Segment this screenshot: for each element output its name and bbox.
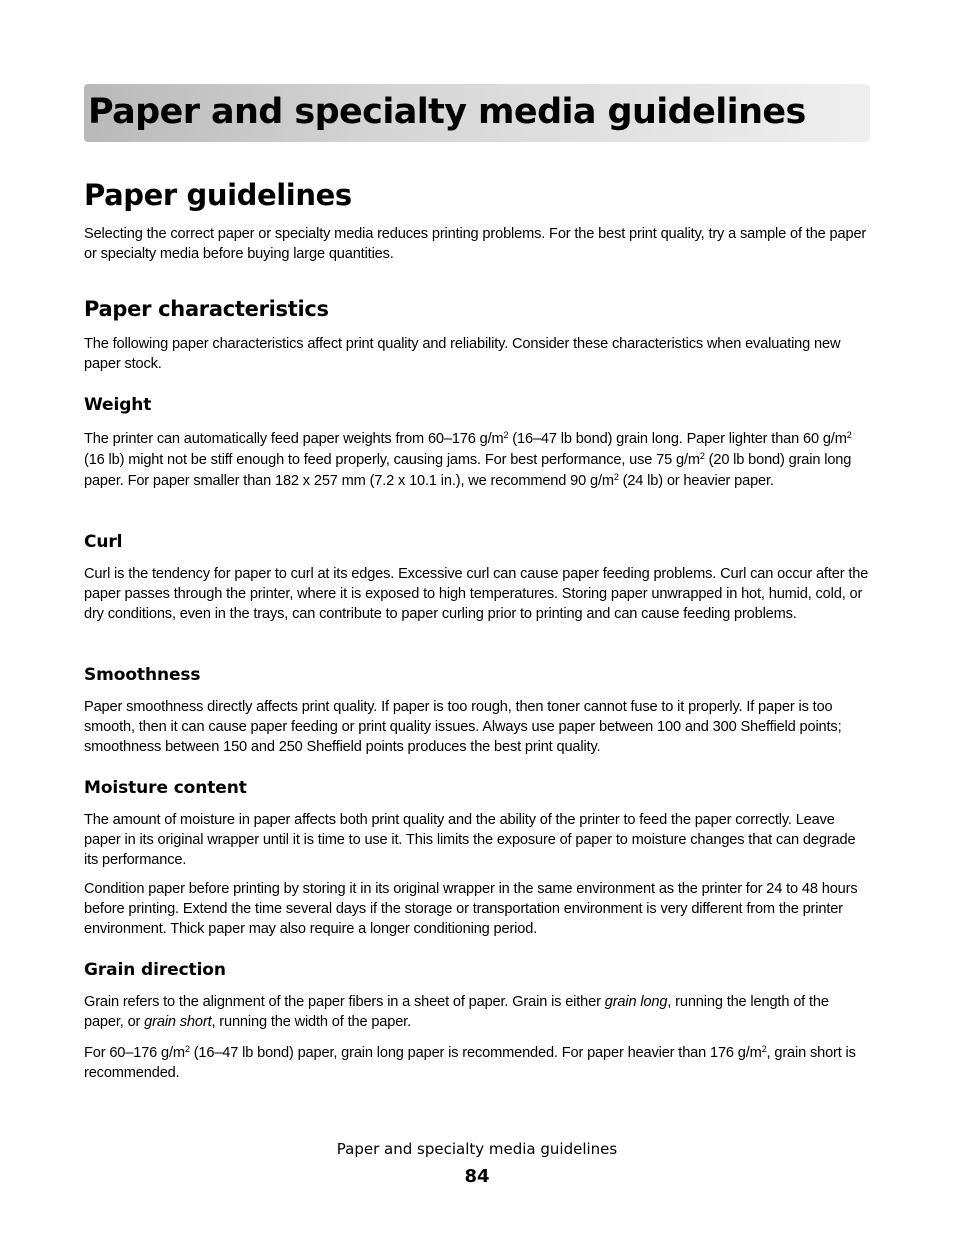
- moisture-text-2: Condition paper before printing by storing it in its original wrapper in the same environment as the printer for 24 to 48 hours before printing. Extend the time several days if the storage or transportation environment is very different from the printer environment. Thick paper may also require a longer conditioning period.: [84, 881, 858, 937]
- chapter-banner: [84, 84, 870, 142]
- page: [84, 84, 870, 1081]
- page-number: 84: [464, 1166, 490, 1187]
- characteristics-intro: The following paper characteristics affect print quality and reliability. Consider these characteristics when evaluating new paper stock.: [84, 336, 841, 372]
- chapter-title: Paper and specialty media guidelines: [88, 92, 806, 132]
- characteristics-title: Paper characteristics: [84, 297, 329, 321]
- curl-text: Curl is the tendency for paper to curl at its edges. Excessive curl can cause paper feeding problems. Curl can occur after the paper passes through the printer, where it is exposed to high temperatures. Storing paper unwrapped in hot, humid, cold, or dry conditions, even in the trays, can contribute to paper curling prior to printing and can cause feeding problems.: [84, 566, 869, 622]
- footer-title: Paper and specialty media guidelines: [336, 1140, 618, 1158]
- section-title: Paper guidelines: [84, 178, 352, 212]
- smoothness-title: Smoothness: [84, 665, 201, 685]
- weight-title: Weight: [84, 395, 152, 415]
- moisture-text-1: The amount of moisture in paper affects both print quality and the ability of the printer to feed the paper correctly. Leave paper in its original wrapper until it is time to use it. This limits the exposure of paper to moisture changes that can degrade its performance.: [84, 812, 856, 868]
- grain-title: Grain direction: [84, 960, 226, 980]
- smoothness-text: Paper smoothness directly affects print quality. If paper is too rough, then toner cannot fuse to it properly. If paper is too smooth, then it can cause paper feeding or print quality issues. Always use paper between 100 and 300 Sheffield points; smoothness between 150 and 250 Sheffield points produces the best print quality.: [84, 699, 842, 755]
- section-intro: Selecting the correct paper or specialty media reduces printing problems. For the best print quality, try a sample of the paper or specialty media before buying large quantities.: [84, 226, 867, 262]
- moisture-title: Moisture content: [84, 778, 247, 798]
- weight-text: The printer can automatically feed paper weights from 60–176 $g/m^2$ (16–47 lb bond) grain long. Paper lighter than 60 $g/m^2$ (16 lb) might not be stiff enough to feed properly, causing jams. For best performance, use 75 $g/m^2$ (20 lb bond) grain long paper. For paper smaller than 182 x 257 mm (7.2 x 10.1 in.), we recommend 90 $g/m^2$ (24 lb) or heavier paper.: [84, 430, 852, 489]
- grain-text-1: Grain refers to the alignment of the paper fibers in a sheet of paper. Grain is either grain long, running the length of the paper, or grain short, running the width of the paper.: [84, 994, 829, 1030]
- grain-text-2: For 60–176 $g/m^2$ (16–47 lb bond) paper, grain long paper is recommended. For paper heavier than 176 $g/m^2$, grain short is recommended.: [84, 1044, 856, 1081]
- curl-title: Curl: [84, 532, 123, 552]
